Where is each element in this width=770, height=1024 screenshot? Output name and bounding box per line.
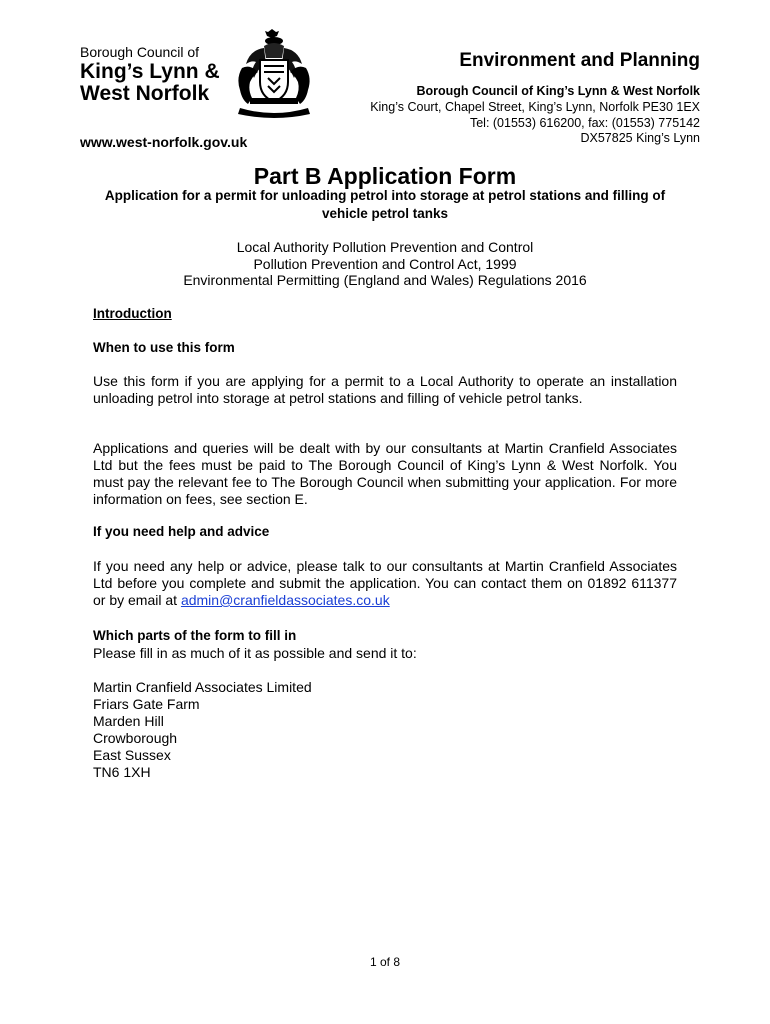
department-title: Environment and Planning (459, 50, 700, 71)
page-subtitle: Application for a permit for unloading petrol into storage at petrol stations and filling of vehicle petrol tanks (104, 188, 666, 221)
address-line: Friars Gate Farm (93, 696, 200, 712)
help-paragraph (93, 558, 677, 609)
website-link[interactable]: www.west-norfolk.gov.uk (80, 134, 248, 150)
address-line: East Sussex (93, 747, 171, 763)
applications-paragraph: Applications and queries will be dealt with by our consultants at Martin Cranfield Associates Ltd but the fees must be paid to The Borough Council of King’s Lynn & West Norfolk. You must pay the relevant fee to The Borough Council when submitting your application. For more information on fees, see section E. (93, 440, 677, 507)
address-line-street: King’s Court, Chapel Street, King’s Lynn, Norfolk PE30 1EX (370, 100, 700, 114)
address-line: Martin Cranfield Associates Limited (93, 679, 312, 695)
address-line-phone: Tel: (01553) 616200, fax: (01553) 775142 (469, 116, 700, 130)
coat-of-arms-crest-icon (228, 28, 320, 118)
legislation-line: Local Authority Pollution Prevention and Control (236, 239, 534, 255)
when-to-use-heading: When to use this form (93, 340, 235, 355)
council-name-line2: West Norfolk (80, 82, 210, 105)
page-number: 1 of 8 (369, 955, 401, 969)
introduction-heading: Introduction (93, 306, 172, 321)
address-line-council: Borough Council of King’s Lynn & West Norfolk (416, 84, 700, 98)
help-heading: If you need help and advice (93, 524, 270, 539)
legislation-line: Environmental Permitting (England and Wales) Regulations 2016 (183, 272, 587, 288)
help-text: If you need any help or advice, please talk to our consultants at Martin Cranfield Associates Ltd before you complete and submit the application. You can contact them on 01892 611377 or by email at (93, 558, 677, 608)
email-link[interactable]: admin@cranfieldassociates.co.uk (180, 592, 390, 608)
when-to-use-paragraph: Use this form if you are applying for a permit to a Local Authority to operate an installation unloading petrol into storage at petrol stations and filling of vehicle petrol tanks. (93, 373, 677, 406)
legislation-line: Pollution Prevention and Control Act, 1999 (253, 255, 517, 272)
address-line: TN6 1XH (93, 764, 151, 780)
council-name-line1: King’s Lynn & (80, 60, 220, 83)
page-title: Part B Application Form (253, 163, 517, 189)
parts-heading: Which parts of the form to fill in (93, 628, 297, 643)
address-line: Crowborough (93, 730, 178, 746)
legislation-block (90, 239, 680, 289)
parts-text: Please fill in as much of it as possible and send it to: (93, 645, 417, 661)
address-line-dx: DX57825 King’s Lynn (580, 131, 700, 145)
address-line: Marden Hill (93, 713, 164, 729)
postal-address (93, 679, 312, 781)
council-name-small: Borough Council of (80, 44, 200, 60)
